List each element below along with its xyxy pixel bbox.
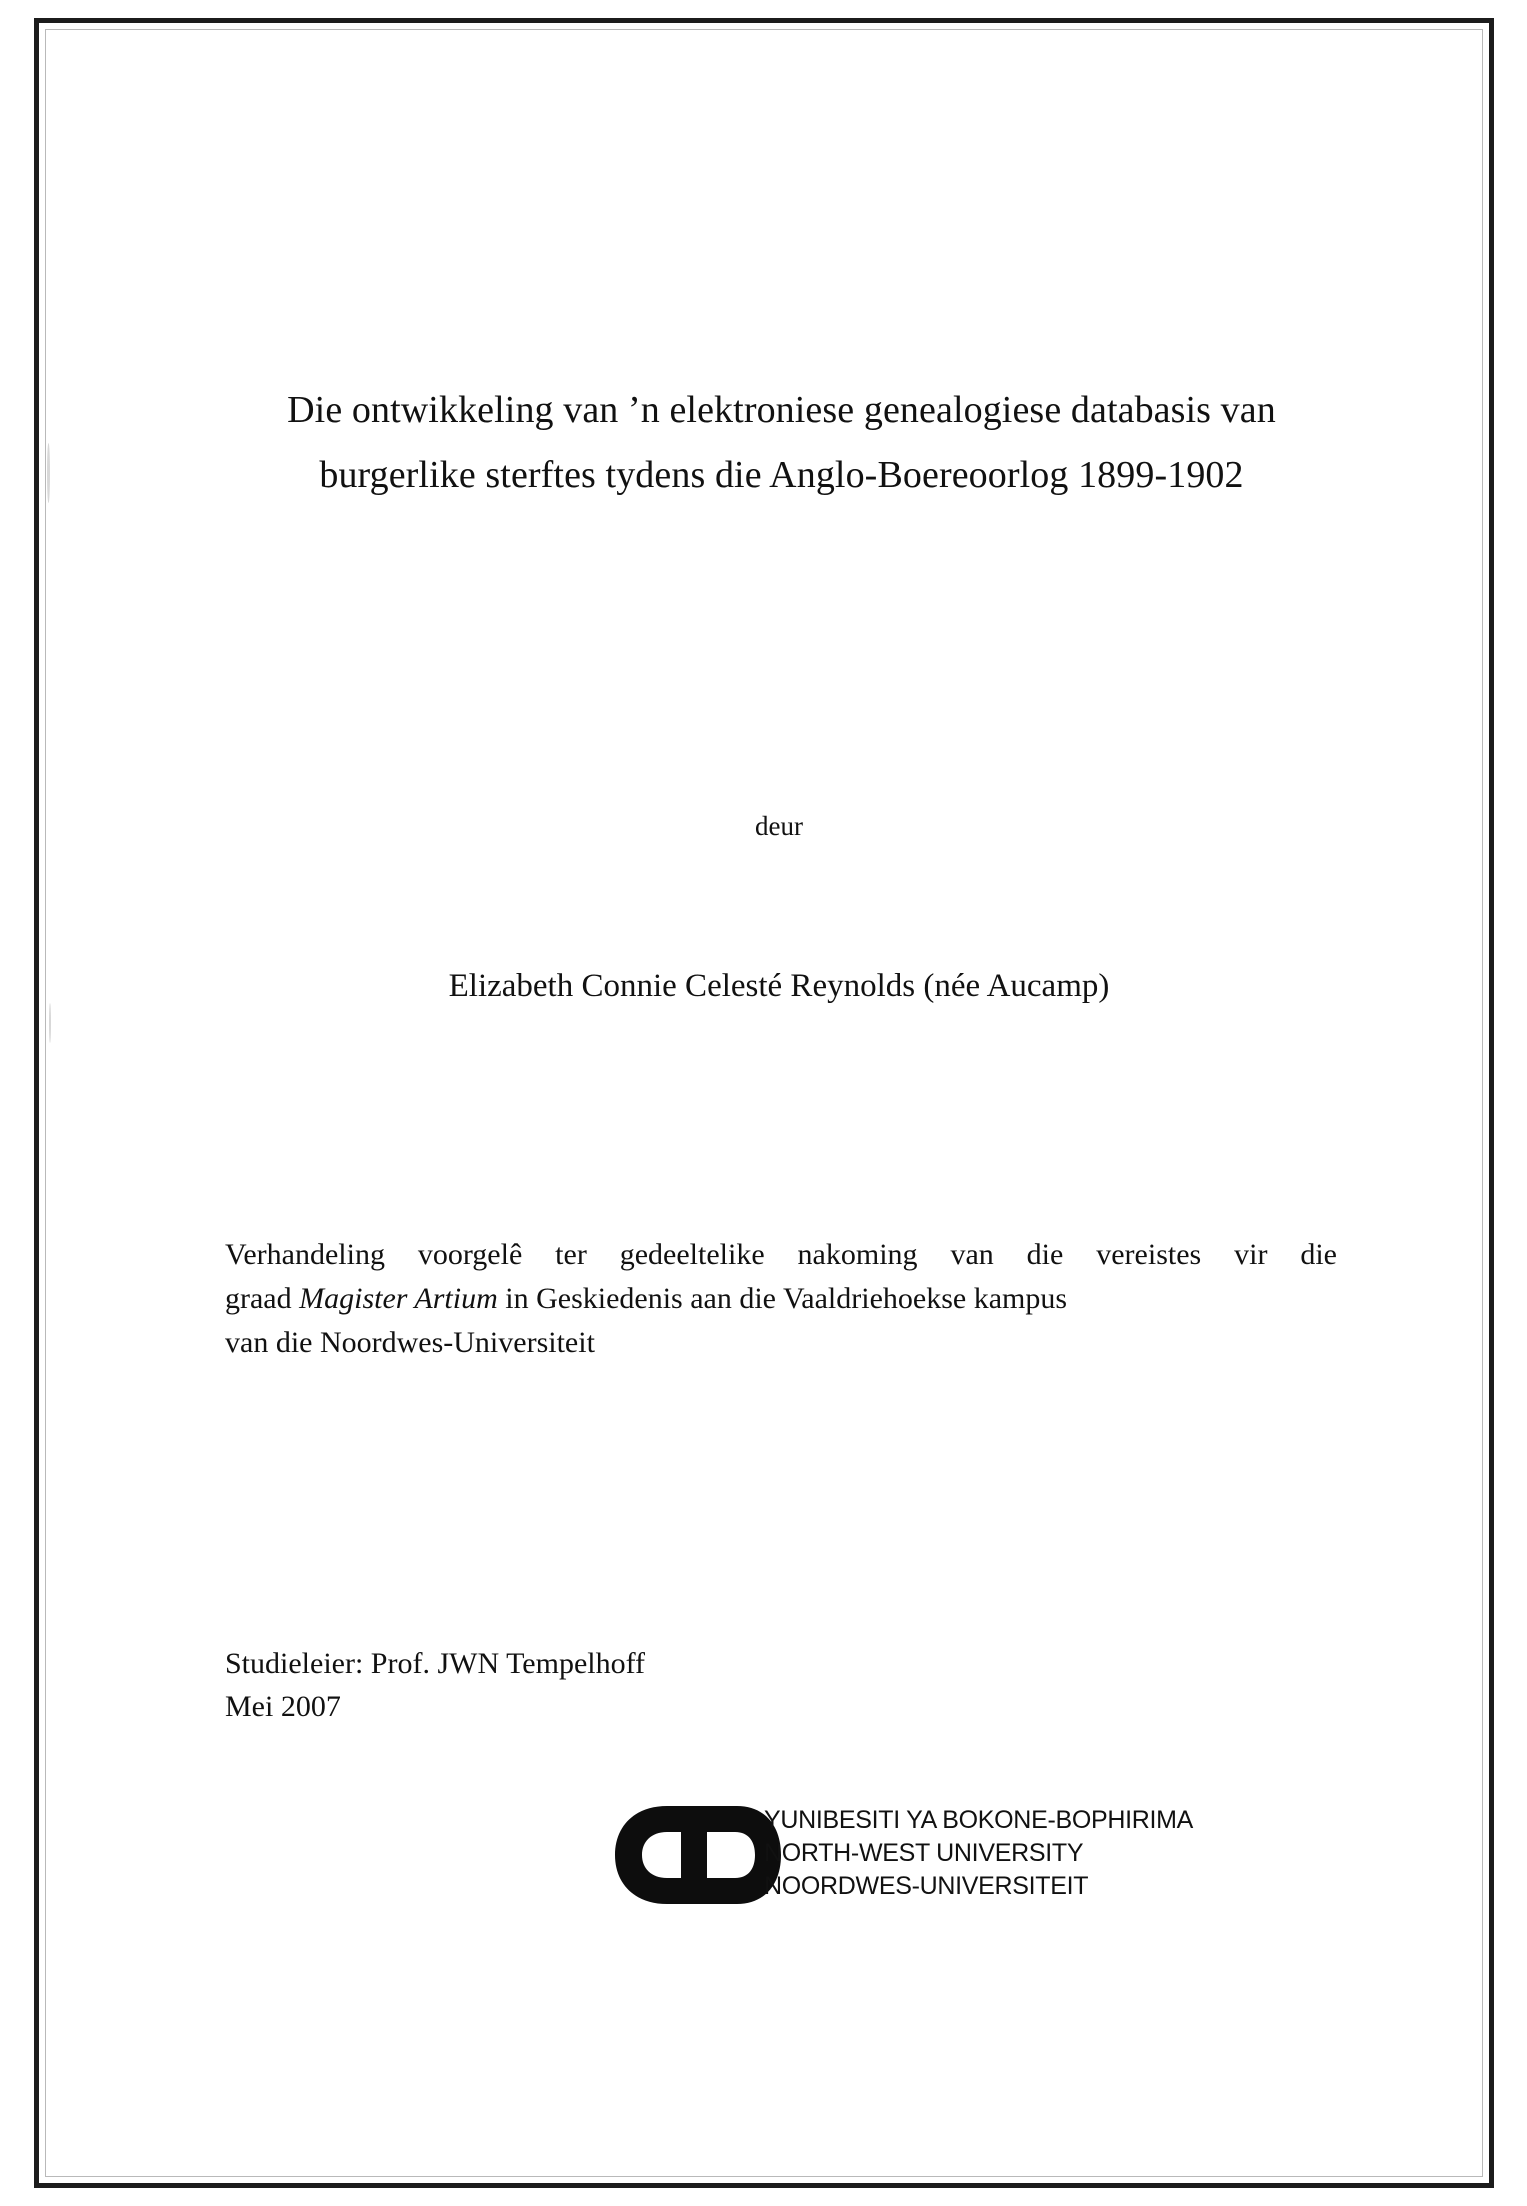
date-line: Mei 2007 <box>225 1689 341 1723</box>
by-word: deur <box>755 811 803 841</box>
logo-text-line-1: YUNIBESITI YA BOKONE-BOPHIRIMA <box>764 1806 1194 1834</box>
title-line-1: Die ontwikkeling van ’n elektroniese genealogiese databasis van <box>287 389 1276 431</box>
supervisor-line: Studieleier: Prof. JWN Tempelhoff <box>225 1647 646 1680</box>
statement-line-2-post: in Geskiedenis aan die Vaaldriehoekse kampus <box>497 1281 1068 1315</box>
page-content <box>189 23 1369 2183</box>
logo-wordmark <box>764 1804 1193 1903</box>
degree-name: Magister Artium <box>299 1281 498 1315</box>
scan-artifact <box>49 1003 51 1043</box>
scan-artifact <box>47 443 50 503</box>
statement-line-2-pre: graad <box>225 1281 300 1315</box>
degree-statement <box>225 1233 1337 1364</box>
statement-line-3: van die Noordwes-Universiteit <box>225 1325 595 1359</box>
university-logo <box>609 1798 1289 1928</box>
page-border <box>34 18 1494 2188</box>
page-title <box>214 378 1349 509</box>
statement-line-1: Verhandeling voorgelê ter gedeeltelike nakoming van die vereistes vir die <box>225 1238 1337 1271</box>
statement-line-2 <box>225 1277 1337 1321</box>
logo-text-line-2: NORTH-WEST UNIVERSITY <box>764 1839 1084 1867</box>
supervisor-block <box>225 1643 1125 1728</box>
logo-text-line-3: NOORDWES-UNIVERSITEIT <box>764 1872 1089 1900</box>
author-name: Elizabeth Connie Celesté Reynolds (née Aucamp) <box>448 968 1110 1004</box>
title-line-2: burgerlike sterftes tydens die Anglo-Boereoorlog 1899-1902 <box>319 454 1244 497</box>
